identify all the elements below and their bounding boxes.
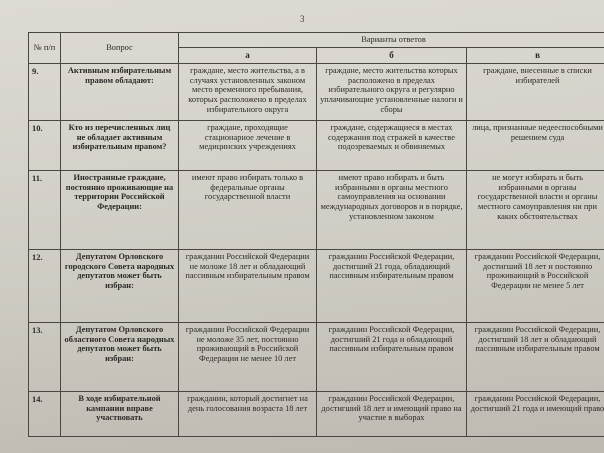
answer-c: граждане, внесенные в списки избирателей (467, 63, 604, 120)
answer-b: граждане, место жительства которых расположено в пределах избирательного округа и регулярно уплачивающие установленные налоги и сборы (317, 63, 467, 120)
header-variant-c: в (467, 48, 604, 64)
answer-b: гражданин Российской Федерации, достигший 21 года, обладающий пассивным избирательным правом (317, 249, 467, 322)
answer-c: гражданин Российской Федерации, достигший 18 лет и обладающий пассивным избирательным правом (467, 322, 604, 391)
question-text: Депутатом Орловского городского Совета народных депутатов может быть избран: (61, 249, 179, 322)
row-number: 12. (29, 249, 61, 322)
answer-b: имеют право избирать и быть избранными в органы местного самоуправления на основании международных договоров и в порядке, установленном законом (317, 170, 467, 249)
answer-b: гражданин Российской Федерации, достигший 21 года и обладающий пассивным избирательным правом (317, 322, 467, 391)
row-number: 10. (29, 120, 61, 170)
row-number: 11. (29, 170, 61, 249)
row-number: 9. (29, 63, 61, 120)
table-row (29, 120, 604, 170)
answer-b: гражданин Российской Федерации, достигший 18 лет и имеющий право на участие в выборах (317, 391, 467, 436)
answer-a: граждане, проходящие стационарное лечение в медицинских учреждениях (179, 120, 317, 170)
answer-a: гражданин Российской Федерации не моложе 18 лет и обладающий пассивным избирательным правом (179, 249, 317, 322)
page-number: 3 (300, 14, 305, 24)
row-number: 13. (29, 322, 61, 391)
questions-table (28, 32, 604, 437)
table-row (29, 322, 604, 391)
answer-c: лица, признанные недееспособными решением суда (467, 120, 604, 170)
answer-c: гражданин Российской Федерации, достигший 18 лет и постоянно проживающий в Российской Федерации не менее 5 лет (467, 249, 604, 322)
answer-a: гражданин, который достигнет на день голосования возраста 18 лет (179, 391, 317, 436)
answer-c: гражданин Российской Федерации, достигший 21 года и имеющий право (467, 391, 604, 436)
answer-b: граждане, содержащиеся в местах содержания под стражей в качестве подозреваемых и обвиняемых (317, 120, 467, 170)
row-number: 14. (29, 391, 61, 436)
question-text: Кто из перечисленных лиц не обладает активным избирательным правом? (61, 120, 179, 170)
table-row (29, 391, 604, 436)
answer-a: имеют право избирать только в федеральные органы государственной власти (179, 170, 317, 249)
question-text: В ходе избирательной кампании вправе участвовать (61, 391, 179, 436)
table-header-row (29, 33, 604, 48)
question-text: Депутатом Орловского областного Совета народных депутатов может быть избран: (61, 322, 179, 391)
header-num: № п/п (29, 33, 61, 64)
question-text: Активным избирательным правом обладают: (61, 63, 179, 120)
table-row (29, 249, 604, 322)
table-row (29, 170, 604, 249)
answer-a: гражданин Российской Федерации не моложе 35 лет, постоянно проживающий в Российской Федерации не менее 10 лет (179, 322, 317, 391)
answer-c: не могут избирать и быть избранными в органы государственной власти и органы местного самоуправления ни при каких обстоятельствах (467, 170, 604, 249)
header-question: Вопрос (61, 33, 179, 64)
header-variant-b: б (317, 48, 467, 64)
header-variant-a: а (179, 48, 317, 64)
header-answers: Варианты ответов (179, 33, 604, 48)
answer-a: граждане, место жительства, а в случаях установленных законом место временного пребывания, которых расположено в пределах избирательного округа (179, 63, 317, 120)
question-text: Иностранные граждане, постоянно проживающие на территории Российской Федерации: (61, 170, 179, 249)
table-row (29, 63, 604, 120)
